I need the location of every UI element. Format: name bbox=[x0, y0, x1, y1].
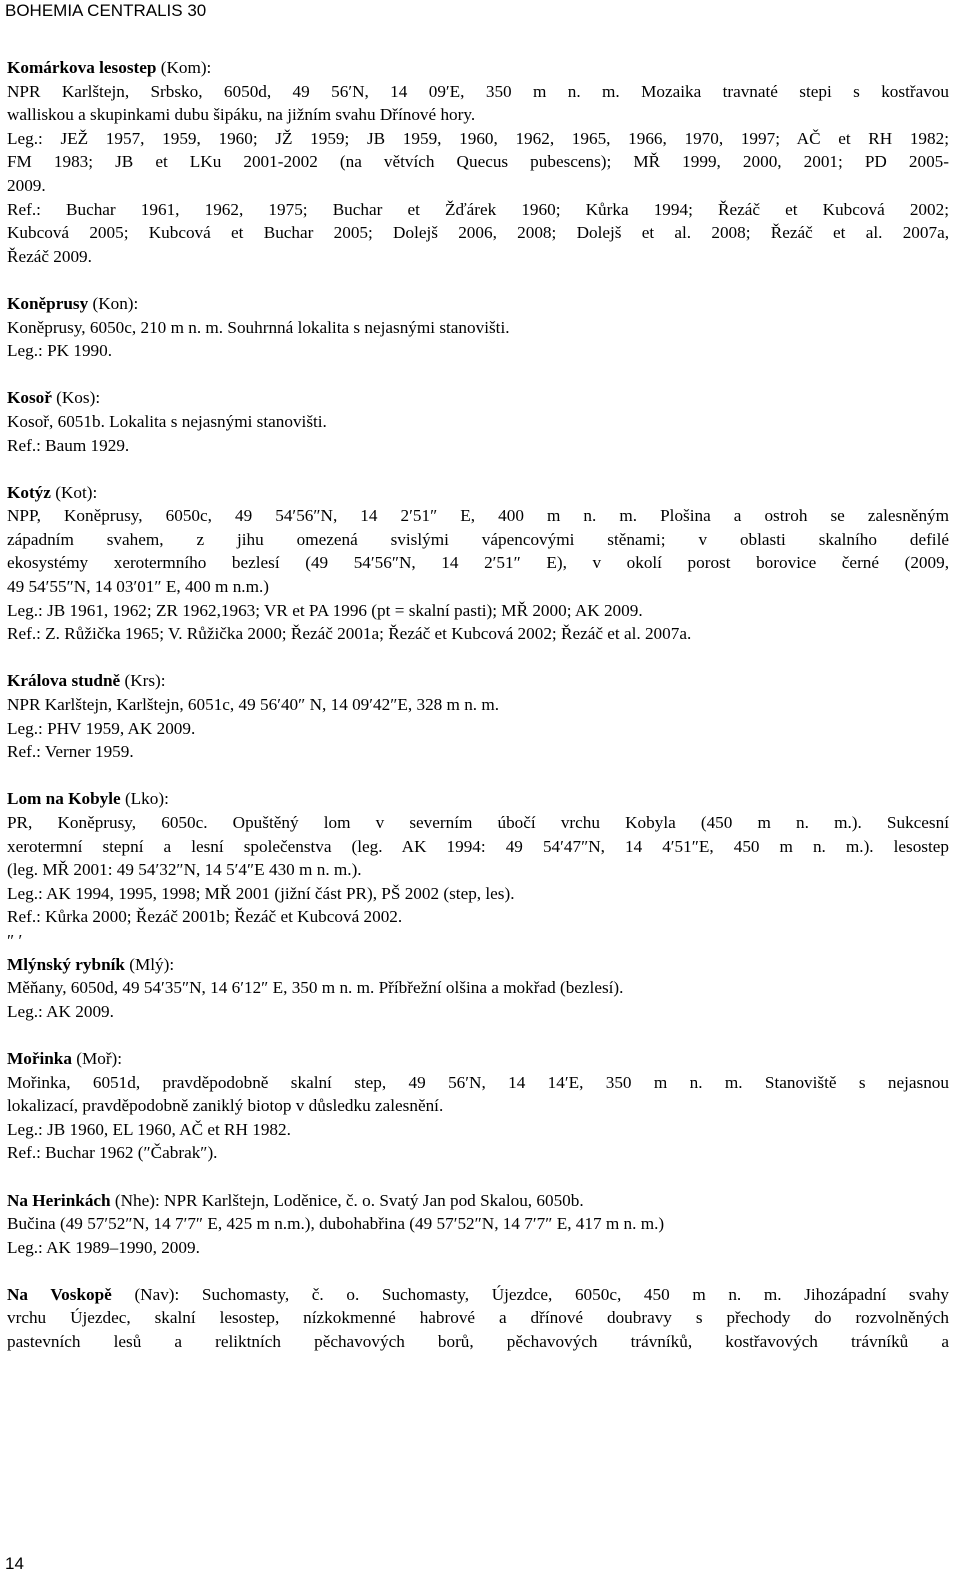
entry-text-line: PR, Koněprusy, 6050c. Opuštěný lom v severním úbočí vrchu Kobyla (450 m n. m.). Sukcesní bbox=[7, 813, 949, 832]
entry-text-line: Ref.: Buchar 1962 (″Čabrak″). bbox=[7, 1143, 218, 1163]
locality-code: (Moř): bbox=[71, 1048, 123, 1068]
locality-heading bbox=[7, 1189, 949, 1213]
document-body bbox=[7, 56, 949, 1377]
locality-entry bbox=[7, 1047, 949, 1165]
locality-name: Mlýnský rybník bbox=[7, 954, 125, 974]
locality-heading bbox=[7, 386, 949, 410]
entry-text-line: Kosoř, 6051b. Lokalita s nejasnými stanovišti. bbox=[7, 411, 327, 431]
locality-heading bbox=[7, 953, 949, 977]
locality-code: (Kon): bbox=[88, 293, 139, 313]
locality-name: Na Herinkách bbox=[7, 1190, 111, 1210]
entry-text-line: Leg.: AK 2009. bbox=[7, 1001, 114, 1021]
locality-heading bbox=[7, 292, 949, 316]
running-header: BOHEMIA CENTRALIS 30 bbox=[5, 1, 207, 20]
locality-heading bbox=[7, 56, 949, 80]
locality-entry bbox=[7, 787, 949, 952]
locality-code: (Mlý): bbox=[124, 954, 175, 974]
entry-text-line: Ref.: Buchar 1961, 1962, 1975; Buchar et Žďárek 1960; Kůrka 1994; Řezáč et Kubcová 2002; bbox=[7, 199, 949, 219]
entry-text-line: (leg. MŘ 2001: 49 54′32″N, 14 5′4″E 430 m n. m.). bbox=[7, 860, 362, 880]
entry-text-line: Leg.: JB 1961, 1962; ZR 1962,1963; VR et PA 1996 (pt = skalní pasti); MŘ 2000; AK 2009. bbox=[7, 600, 643, 620]
entry-text-line: Kubcová 2005; Kubcová et Buchar 2005; Dolejš 2006, 2008; Dolejš et al. 2008; Řezáč et al. 2007a, bbox=[7, 223, 949, 243]
entry-text-line: Ref.: Z. Růžička 1965; V. Růžička 2000; Řezáč 2001a; Řezáč et Kubcová 2002; Řezáč et al. 2007a. bbox=[7, 624, 692, 644]
locality-heading bbox=[7, 481, 949, 505]
locality-entry bbox=[7, 1189, 949, 1260]
locality-heading bbox=[7, 1283, 949, 1307]
locality-entry bbox=[7, 1283, 949, 1354]
entry-text-line: Leg.: AK 1994, 1995, 1998; MŘ 2001 (jižní část PR), PŠ 2002 (step, les). bbox=[7, 883, 515, 903]
locality-heading bbox=[7, 787, 949, 811]
entry-text-line: NPP, Koněprusy, 6050c, 49 54′56″N, 14 2′51″ E, 400 m n. m. Plošina a ostroh se zalesněným bbox=[7, 506, 949, 526]
locality-name: Koněprusy bbox=[7, 293, 89, 313]
locality-entry bbox=[7, 386, 949, 457]
locality-entry bbox=[7, 953, 949, 1024]
entry-text-line: FM 1983; JB et LKu 2001-2002 (na větvích Quecus pubescens); MŘ 1999, 2000, 2001; PD 2005- bbox=[7, 152, 949, 172]
locality-name: Mořinka bbox=[7, 1048, 72, 1068]
page-number: 14 bbox=[5, 1554, 24, 1573]
entry-text-line: západním svahem, z jihu omezená svislými vápencovými stěnami; v oblasti skalního defilé bbox=[7, 529, 949, 549]
entry-text-line: Mořinka, 6051d, pravděpodobně skalní step, 49 56′N, 14 14′E, 350 m n. m. Stanoviště s nejasnou bbox=[7, 1072, 949, 1092]
locality-heading bbox=[7, 1047, 949, 1071]
locality-code: (Nhe): NPR Karlštejn, Loděnice, č. o. Svatý Jan pod Skalou, 6050b. bbox=[110, 1190, 584, 1210]
entry-text-line: lokalizací, pravděpodobně zaniklý biotop v důsledku zalesnění. bbox=[7, 1096, 444, 1116]
locality-entry bbox=[7, 292, 949, 363]
locality-code: (Kom): bbox=[156, 58, 212, 77]
entry-text-line: 49 54′55″N, 14 03′01″ E, 400 m n.m.) bbox=[7, 577, 269, 597]
entry-text-line: NPR Karlštejn, Srbsko, 6050d, 49 56′N, 14 09′E, 350 m n. m. Mozaika travnaté stepi s kostřavou bbox=[7, 81, 949, 101]
entry-text-line: Ref.: Verner 1959. bbox=[7, 742, 134, 762]
stray-prime-marks: ″ ′ bbox=[7, 930, 23, 950]
locality-entry bbox=[7, 669, 949, 763]
locality-name: Kosoř bbox=[7, 388, 52, 408]
entry-text-line: xerotermní stepní a lesní společenstva (leg. AK 1994: 49 54′47″N, 14 4′51″E, 450 m n. m.). lesostep bbox=[7, 836, 949, 856]
locality-name: Kotýz bbox=[7, 482, 51, 502]
entry-text-line: Měňany, 6050d, 49 54′35″N, 14 6′12″ E, 350 m n. m. Příbřežní olšina a mokřad (bezlesí). bbox=[7, 978, 624, 998]
entry-text-line: Řezáč 2009. bbox=[7, 246, 92, 266]
locality-code: (Kos): bbox=[51, 388, 101, 408]
locality-name: Králova studně bbox=[7, 671, 121, 691]
entry-text-line: pastevních lesů a reliktních pěchavových borů, pěchavových trávníků, kostřavových trávníků a bbox=[7, 1332, 949, 1352]
locality-code: (Lko): bbox=[120, 789, 169, 809]
entry-text-line: Bučina (49 57′52″N, 14 7′7″ E, 425 m n.m.), dubohabřina (49 57′52″N, 14 7′7″ E, 417 m n. m.) bbox=[7, 1214, 665, 1234]
entry-text-line: NPR Karlštejn, Karlštejn, 6051c, 49 56′40″ N, 14 09′42″E, 328 m n. m. bbox=[7, 695, 500, 715]
entry-text-line: vrchu Újezdec, skalní lesostep, nízkokmenné habrové a dřínové doubravy s přechody do rozvolněných bbox=[7, 1308, 949, 1328]
entry-text-line: Leg.: PHV 1959, AK 2009. bbox=[7, 718, 196, 738]
locality-name: Lom na Kobyle bbox=[7, 789, 121, 809]
locality-code: (Kot): bbox=[50, 482, 98, 502]
entry-text-line: Ref.: Kůrka 2000; Řezáč 2001b; Řezáč et Kubcová 2002. bbox=[7, 907, 403, 927]
entry-text-line: Koněprusy, 6050c, 210 m n. m. Souhrnná lokalita s nejasnými stanovišti. bbox=[7, 317, 510, 337]
entry-text-line: Leg.: JEŽ 1957, 1959, 1960; JŽ 1959; JB 1959, 1960, 1962, 1965, 1966, 1970, 1997; AČ et RH 1982; bbox=[7, 128, 949, 148]
locality-heading bbox=[7, 669, 949, 693]
entry-text-line: walliskou a skupinkami dubu šipáku, na jižním svahu Dřínové hory. bbox=[7, 105, 476, 125]
entry-text-line: Ref.: Baum 1929. bbox=[7, 435, 130, 455]
entry-text-line: Leg.: AK 1989–1990, 2009. bbox=[7, 1237, 200, 1257]
locality-name: Komárkova lesostep bbox=[7, 58, 157, 77]
entry-text-line: 2009. bbox=[7, 175, 46, 195]
locality-code: (Nav): Suchomasty, č. o. Suchomasty, Újezdce, 6050c, 450 m n. m. Jihozápadní svahy bbox=[111, 1284, 949, 1304]
entry-text-line: Leg.: PK 1990. bbox=[7, 341, 113, 361]
locality-entry bbox=[7, 56, 949, 268]
locality-entry bbox=[7, 481, 949, 646]
entry-text-line: ekosystémy xerotermního bezlesí (49 54′56″N, 14 2′51″ E), v okolí porost borovice černé (2009, bbox=[7, 553, 949, 573]
entry-text-line: Leg.: JB 1960, EL 1960, AČ et RH 1982. bbox=[7, 1119, 291, 1139]
locality-name: Na Voskopě bbox=[7, 1284, 112, 1304]
locality-code: (Krs): bbox=[120, 671, 166, 691]
